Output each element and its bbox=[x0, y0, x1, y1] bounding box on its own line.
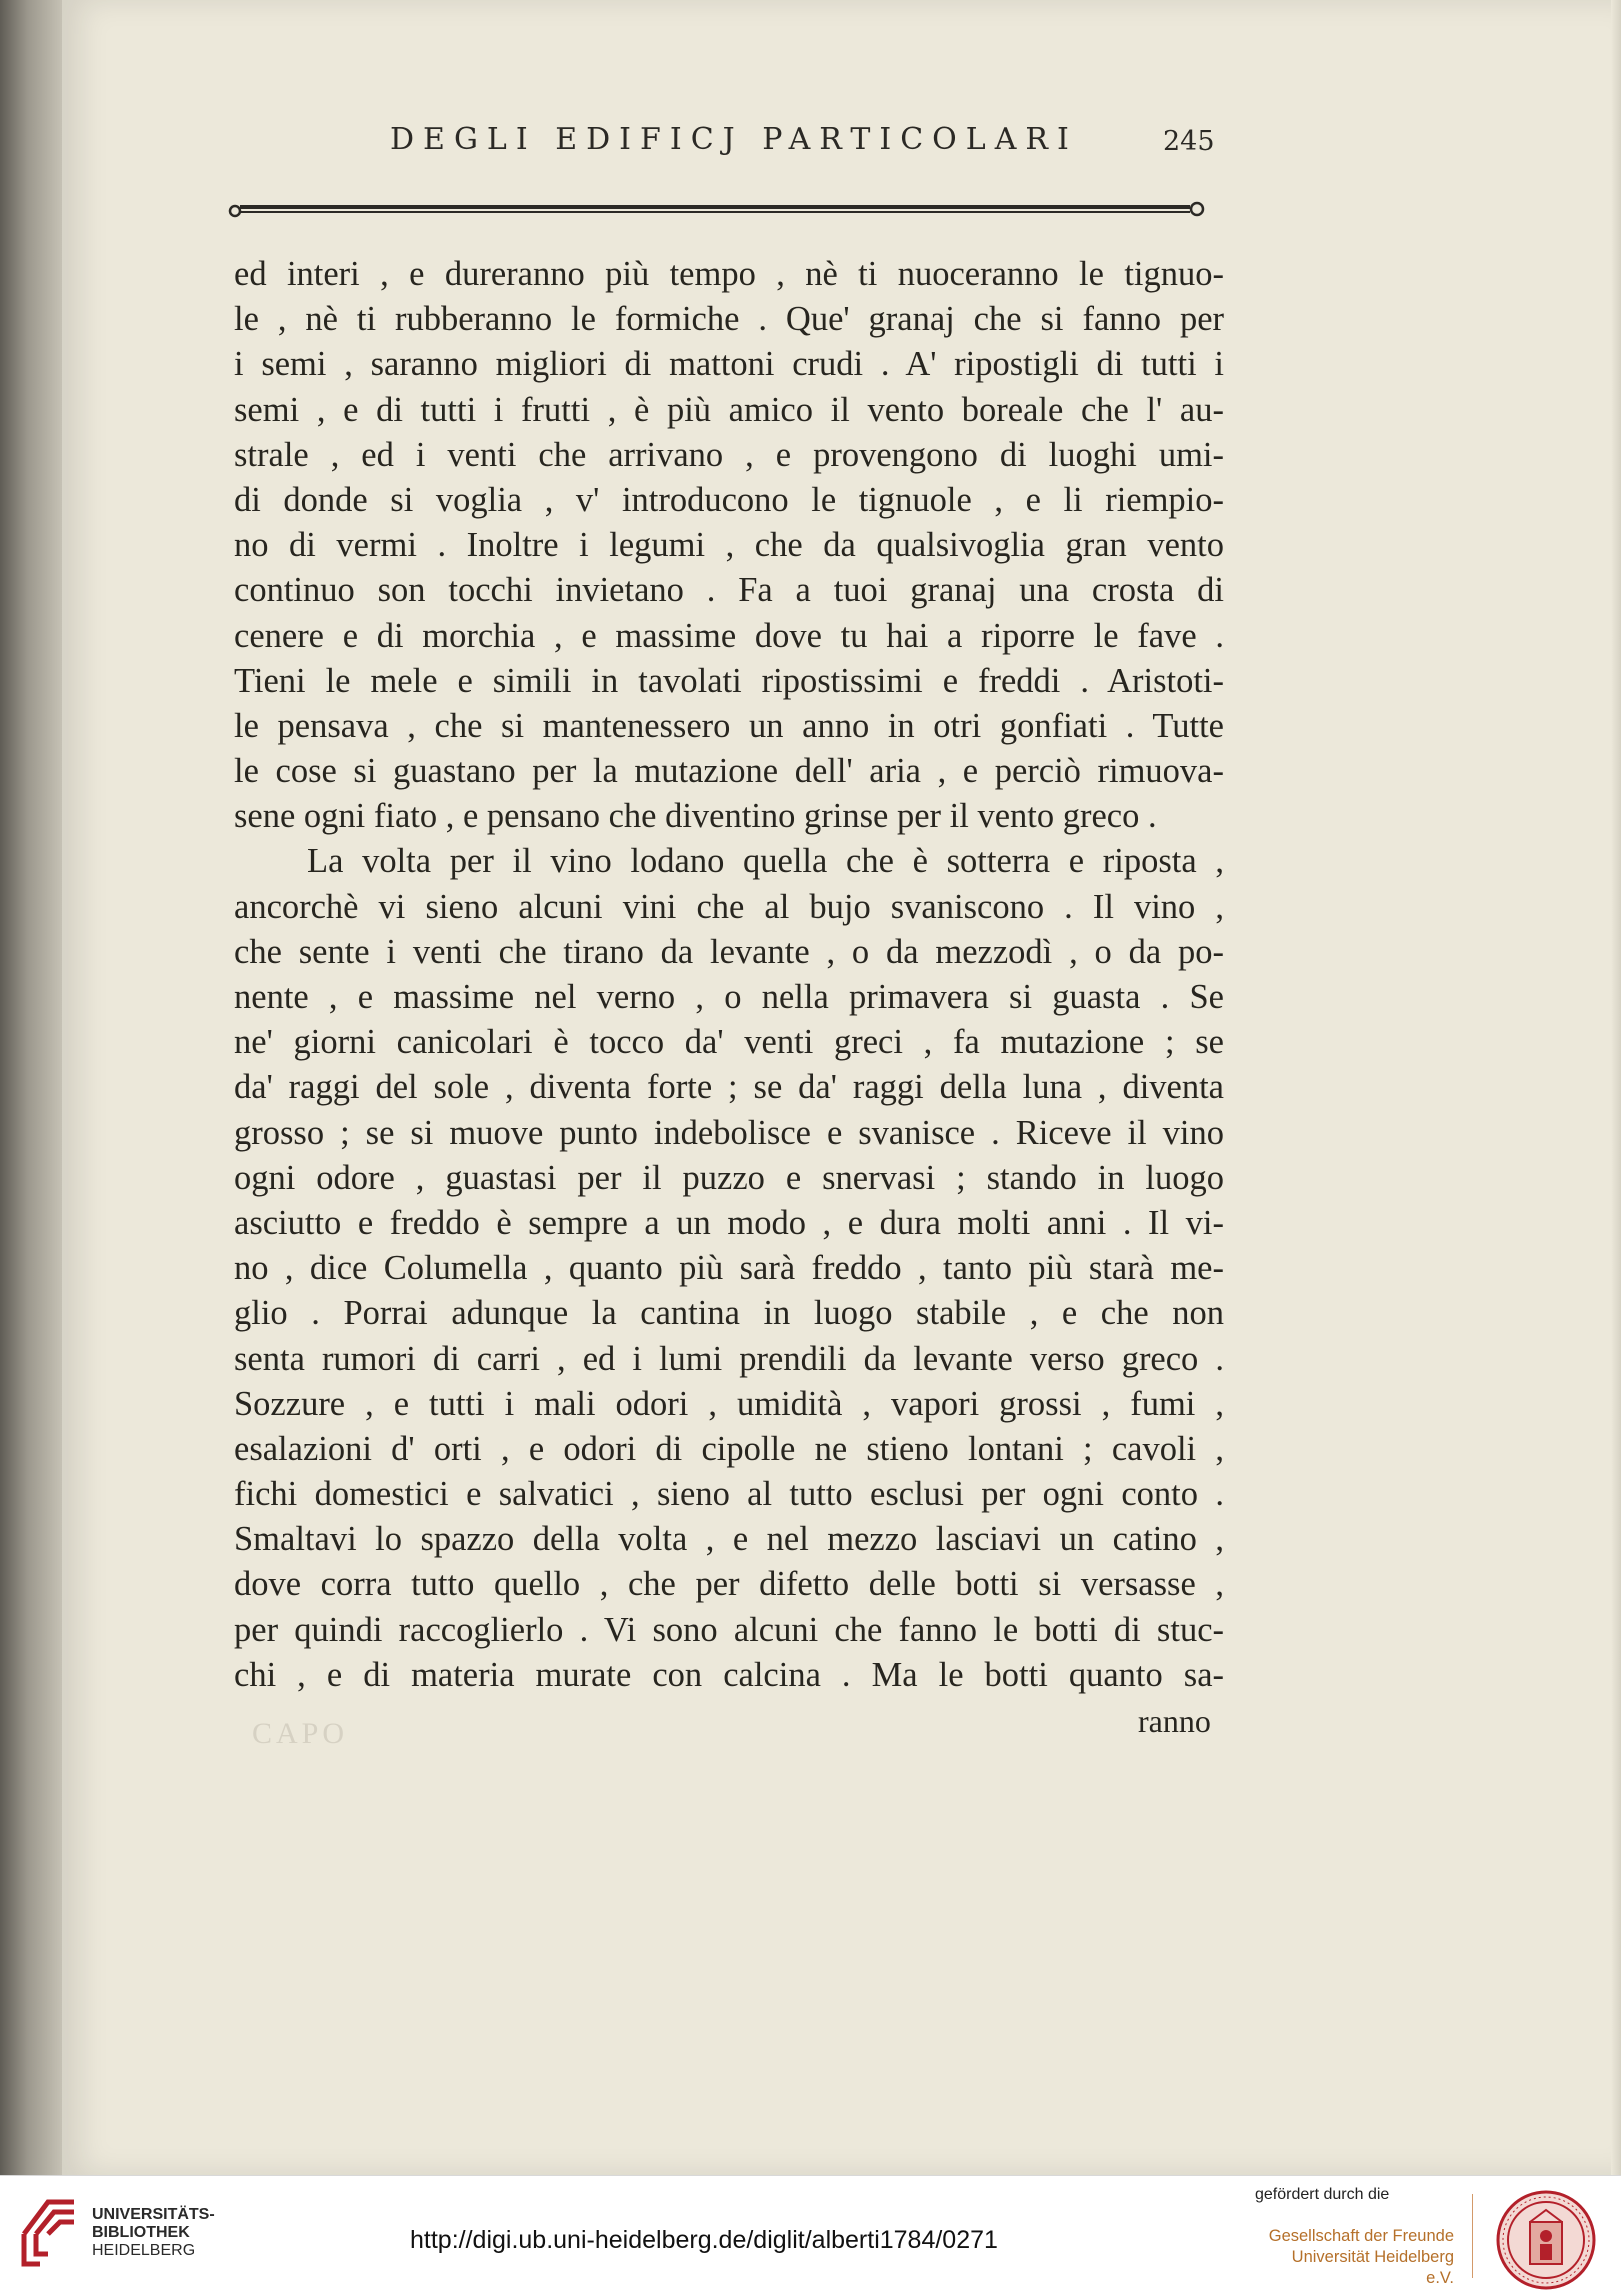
ornamental-rule bbox=[228, 200, 1208, 218]
text-line: no di vermi . Inoltre i legumi , che da qualsivoglia gran vento bbox=[234, 526, 1224, 565]
permalink-url[interactable]: http://digi.ub.uni-heidelberg.de/diglit/alberti1784/0271 bbox=[410, 2226, 998, 2254]
library-name-line: UNIVERSITÄTS- bbox=[92, 2206, 215, 2223]
text-line: no , dice Columella , quanto più sarà freddo , tanto più starà me- bbox=[234, 1249, 1224, 1288]
footer-bar bbox=[0, 2175, 1621, 2292]
sponsor-divider bbox=[1472, 2194, 1473, 2278]
text-line: le cose si guastano per la mutazione dell' aria , e perciò rimuova- bbox=[234, 752, 1224, 791]
text-line: continuo son tocchi invietano . Fa a tuoi granaj una crosta di bbox=[234, 571, 1224, 610]
text-line: ed interi , e dureranno più tempo , nè ti nuoceranno le tignuo- bbox=[234, 255, 1224, 293]
library-name-line: BIBLIOTHEK bbox=[92, 2224, 190, 2241]
sponsor-name bbox=[1262, 2226, 1454, 2289]
text-line: La volta per il vino lodano quella che è sotterra e riposta , bbox=[307, 842, 1224, 881]
body-text bbox=[234, 252, 1224, 1698]
sponsor-name-line: Gesellschaft der Freunde bbox=[1268, 2227, 1454, 2245]
library-name-line: HEIDELBERG bbox=[92, 2242, 196, 2259]
text-line: sene ogni fiato , e pensano che diventino grinse per il vento greco . bbox=[234, 797, 1157, 836]
university-seal-icon bbox=[1494, 2188, 1598, 2292]
text-line: grosso ; se si muove punto indebolisce e svanisce . Riceve il vino bbox=[234, 1113, 1224, 1152]
text-line: esalazioni d' orti , e odori di cipolle ne stieno lontani ; cavoli , bbox=[234, 1429, 1224, 1468]
text-line: strale , ed i venti che arrivano , e provengono di luoghi umi- bbox=[234, 435, 1224, 474]
text-line: ogni odore , guastasi per il puzzo e snervasi ; stando in luogo bbox=[234, 1158, 1224, 1197]
library-name bbox=[92, 2206, 215, 2260]
catchword: ranno bbox=[1138, 1703, 1211, 1739]
text-line: le pensava , che si mantenessero un anno in otri gonfiati . Tutte bbox=[234, 706, 1224, 745]
text-line: nente , e massime nel verno , o nella primavera si guasta . Se bbox=[234, 978, 1224, 1016]
sponsor-lead: gefördert durch die bbox=[1255, 2186, 1390, 2203]
text-line: asciutto e freddo è sempre a un modo , e dura molti anni . Il vi- bbox=[234, 1203, 1224, 1242]
text-line: glio . Porrai adunque la cantina in luogo stabile , e che non bbox=[234, 1294, 1224, 1333]
text-line: cenere e di morchia , e massime dove tu hai a riporre le fave . bbox=[234, 616, 1224, 655]
page-number: 245 bbox=[1163, 126, 1215, 157]
text-line: che sente i venti che tirano da levante , o da mezzodì , o da po- bbox=[234, 932, 1224, 971]
text-line: chi , e di materia murate con calcina . Ma le botti quanto sa- bbox=[234, 1655, 1224, 1694]
bleed-through-text: CAPO bbox=[252, 1717, 349, 1750]
text-line: semi , e di tutti i frutti , è più amico il vento boreale che l' au- bbox=[234, 390, 1224, 429]
text-line: dove corra tutto quello , che per difetto delle botti si versasse , bbox=[234, 1565, 1224, 1604]
text-line: Sozzure , e tutti i mali odori , umidità , vapori grossi , fumi , bbox=[234, 1384, 1224, 1423]
sponsor-name-line: Universität Heidelberg e.V. bbox=[1291, 2248, 1454, 2287]
text-line: da' raggi del sole , diventa forte ; se da' raggi della luna , diventa bbox=[234, 1068, 1224, 1107]
library-logo-icon bbox=[18, 2194, 80, 2270]
running-head: DEGLI EDIFICJ PARTICOLARI bbox=[390, 122, 1078, 157]
page-edge bbox=[1611, 0, 1621, 2175]
text-line: per quindi raccoglierlo . Vi sono alcuni che fanno le botti di stuc- bbox=[234, 1610, 1224, 1649]
gutter-shadow bbox=[0, 0, 70, 2175]
text-line: le , nè ti rubberanno le formiche . Que' granaj che si fanno per bbox=[234, 300, 1224, 339]
text-line: fichi domestici e salvatici , sieno al tutto esclusi per ogni conto . bbox=[234, 1475, 1224, 1514]
text-line: Tieni le mele e simili in tavolati ripostissimi e freddi . Aristoti- bbox=[234, 661, 1224, 700]
text-line: ancorchè vi sieno alcuni vini che al bujo svaniscono . Il vino , bbox=[234, 887, 1224, 926]
text-line: di donde si voglia , v' introducono le tignuole , e li riempio- bbox=[234, 480, 1224, 519]
text-line: i semi , saranno migliori di mattoni crudi . A' ripostigli di tutti i bbox=[234, 345, 1224, 384]
text-line: Smaltavi lo spazzo della volta , e nel mezzo lasciavi un catino , bbox=[234, 1520, 1224, 1559]
text-line: senta rumori di carri , ed i lumi prendili da levante verso greco . bbox=[234, 1339, 1224, 1378]
text-line: ne' giorni canicolari è tocco da' venti greci , fa mutazione ; se bbox=[234, 1023, 1224, 1062]
